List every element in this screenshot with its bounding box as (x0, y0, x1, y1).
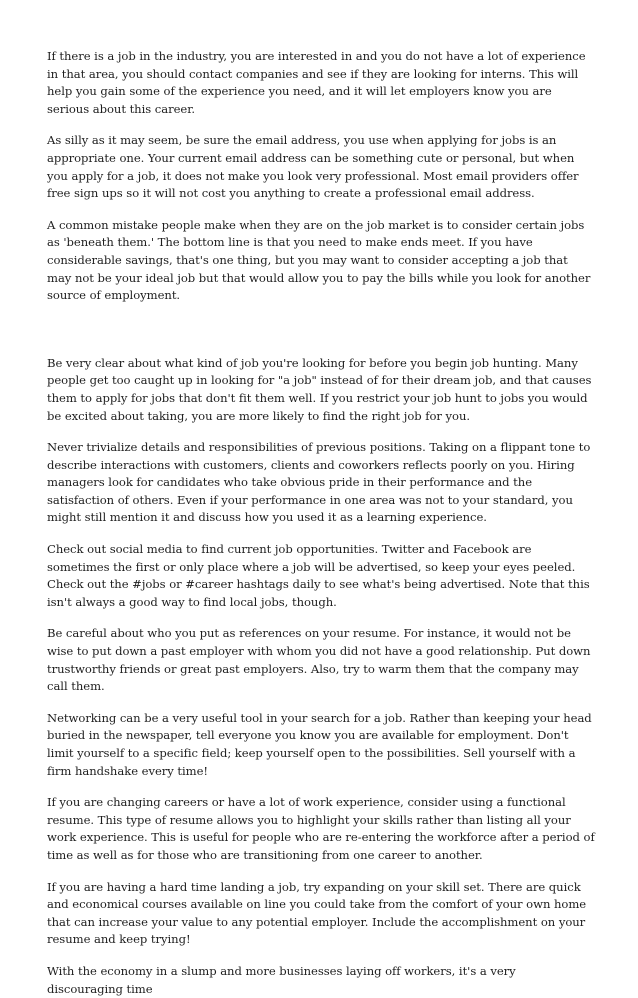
paragraph-functional-resume: If you are changing careers or have a lot of work experience, consider using a functional resume. This type of resume allows you to highlight your skills rather than listing all your work experience. This is useful for people who are re-entering the workforce after a period of time as well as for those who are transitioning from one career to another. (47, 795, 595, 862)
paragraph-economy: With the economy in a slump and more businesses laying off workers, it's a very discouraging time (47, 963, 516, 996)
paragraph-be-clear: Be very clear about what kind of job you're looking for before you begin job hunting. Many people get too caught up in looking for "a job" instead of for their dream job, and that causes them to apply for jobs that don't fit them well. If you restrict your job hunt to jobs you would be excited about taking, you are more likely to find the right job for you. (47, 355, 592, 423)
paragraph-previous-positions: Never trivialize details and responsibilities of previous positions. Taking on a flippant tone to describe interactions with customers, clients and coworkers reflects poorly on you. Hiring managers look for candidates who take obvious pride in their performance and the satisfaction of others. Even if your performance in one area was not to your standard, you might still mention it and discuss how you used it as a learning experience. (47, 440, 591, 525)
paragraph-references: Be careful about who you put as references on your resume. For instance, it would not be wise to put down a past employer with whom you did not have a good relationship. Put down trustworthy friends or great past employers. Also, try to warm them that the company may call them. (47, 626, 591, 694)
paragraph-networking: Networking can be a very useful tool in your search for a job. Rather than keeping your head buried in the newspaper, tell everyone you know you are available for employment. Don't limit yourself to a specific field; keep yourself open to the possibilities. Sell yourself with a firm handshake every time! (47, 710, 592, 778)
paragraph-beneath-them: A common mistake people make when they are on the job market is to consider certain jobs as 'beneath them.' The bottom line is that you need to make ends meet. If you have considerable savings, that's one thing, but you may want to consider accepting a job that may not be your ideal job but that would allow you to pay the bills while you look for another source of employment. (47, 217, 591, 303)
paragraph-interns: If there is a job in the industry, you are interested in and you do not have a lot of experience in that area, you should contact companies and see if they are looking for interns. This will help you gain some of the experience you need, and it will let employers know you are serious about this career. (47, 49, 586, 116)
paragraph-email-address: As silly as it may seem, be sure the email address, you use when applying for jobs is an appropriate one. Your current email address can be something cute or personal, but when you apply for a job, it does not make you look very professional. Most email providers offer free sign ups so it will not cost you anything to create a professional email address. (47, 133, 579, 201)
paragraph-skill-set: If you are having a hard time landing a job, try expanding on your skill set. There are quick and economical courses available on line you could take from the comfort of your own home that can increase your value to any potential employer. Include the accomplishment on your resume and keep trying! (47, 879, 587, 947)
paragraph-social-media: Check out social media to find current job opportunities. Twitter and Facebook are sometimes the first or only place where a job will be advertised, so keep your eyes peeled. Check out the #jobs or #career hashtags daily to see what's being advertised. Note that this isn't always a good way to find local jobs, though. (47, 542, 590, 609)
document-body (47, 48, 595, 998)
